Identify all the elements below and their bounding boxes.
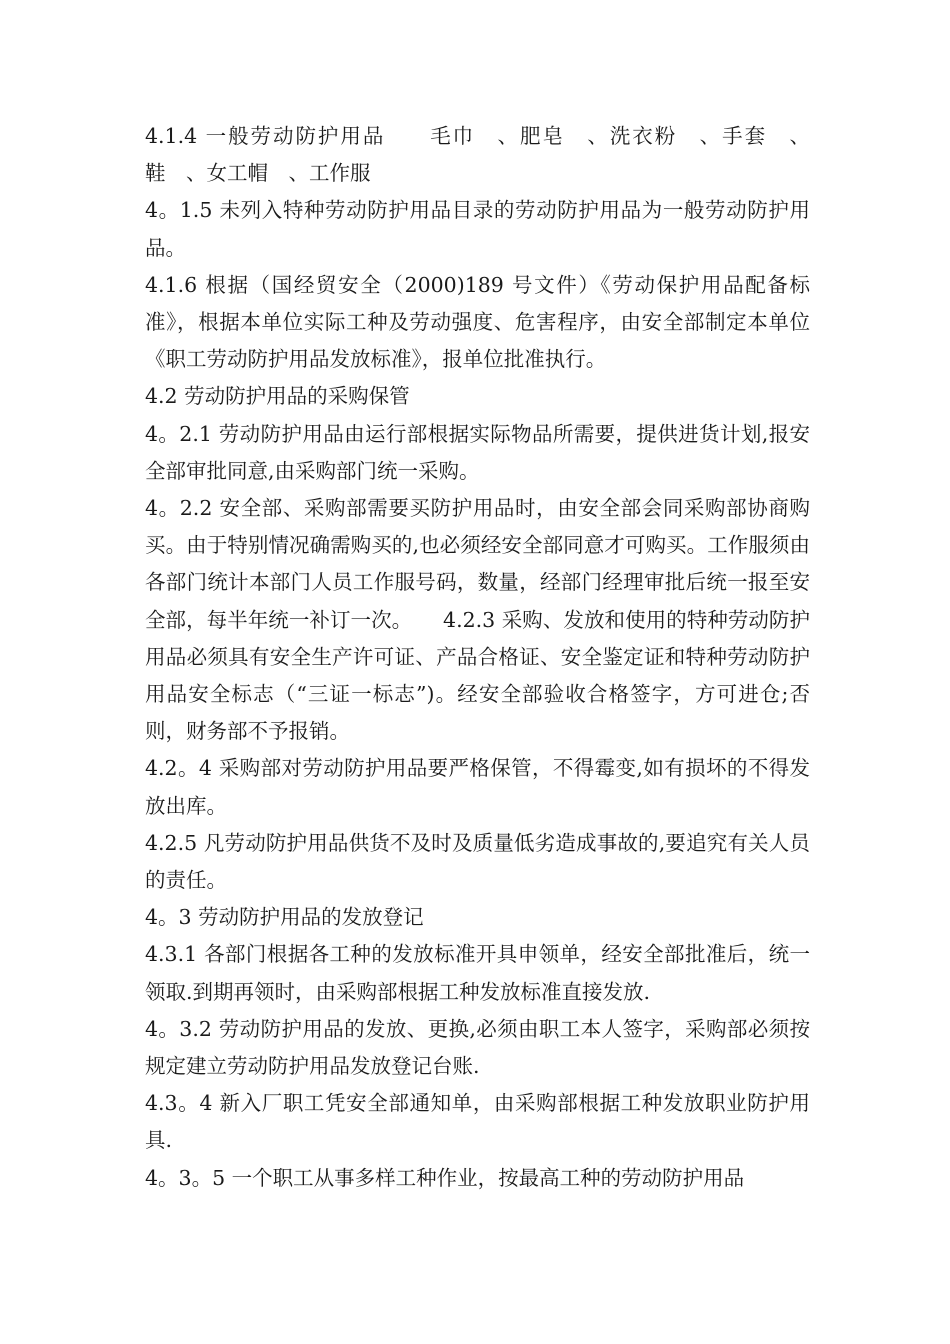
paragraph-4-2-2: 4。2.2 安全部、采购部需要买防护用品时，由安全部会同采购部协商购买。由于特别情况确需购买的,也必须经安全部同意才可购买。工作服须由各部门统计本部门人员工作服号码，数量，经部门经理审批后统一报至安全部，每半年统一补订一次。 4.2.3 采购、发放和使用的特种劳动防护用品必须具有安全生产许可证、产品合格证、安全鉴定证和特种劳动防护用品安全标志（“三证一标志”)。经安全部验收合格签字，方可进仓;否则，财务部不予报销。 <box>145 496 810 744</box>
paragraph-4-3-1: 4.3.1 各部门根据各工种的发放标准开具申领单，经安全部批准后，统一领取.到期再领时，由采购部根据工种发放标准直接发放. <box>145 942 810 1004</box>
paragraph-4-1-6: 4.1.6 根据（国经贸安全（2000)189 号文件）《劳动保护用品配备标准》，根据本单位实际工种及劳动强度、危害程序，由安全部制定本单位《职工劳动防护用品发放标准》，报单位批准执行。 <box>145 272 810 372</box>
paragraph-4-3-2: 4。3.2 劳动防护用品的发放、更换,必须由职工本人签字，采购部必须按规定建立劳动防护用品发放登记台账. <box>145 1016 810 1079</box>
paragraph-4-2-5: 4.2.5 凡劳动防护用品供货不及时及质量低劣造成事故的,要追究有关人员的责任。 <box>145 830 810 893</box>
paragraph-4-3-5: 4。3。5 一个职工从事多样工种作业，按最高工种的劳动防护用品 <box>145 1165 745 1190</box>
paragraph-4-1-4: 4.1.4 一般劳动防护用品 毛巾 、肥皂 、洗衣粉 、手套 、鞋 、女工帽 、工作服 <box>145 124 810 186</box>
paragraph-4-3-4: 4.3。4 新入厂职工凭安全部通知单，由采购部根据工种发放职业防护用具. <box>145 1091 810 1153</box>
paragraph-4-1-5: 4。1.5 未列入特种劳动防护用品目录的劳动防护用品为一般劳动防护用品。 <box>145 198 810 260</box>
heading-4-2: 4.2 劳动防护用品的采购保管 <box>145 384 410 409</box>
paragraph-4-2-1: 4。2.1 劳动防护用品由运行部根据实际物品所需要，提供进货计划,报安全部审批同意,由采购部门统一采购。 <box>145 421 810 483</box>
document-body <box>145 118 810 1197</box>
paragraph-4-2-4: 4.2。4 采购部对劳动防护用品要严格保管，不得霉变,如有损坏的不得发放出库。 <box>145 756 810 818</box>
heading-4-3: 4。3 劳动防护用品的发放登记 <box>145 905 424 930</box>
